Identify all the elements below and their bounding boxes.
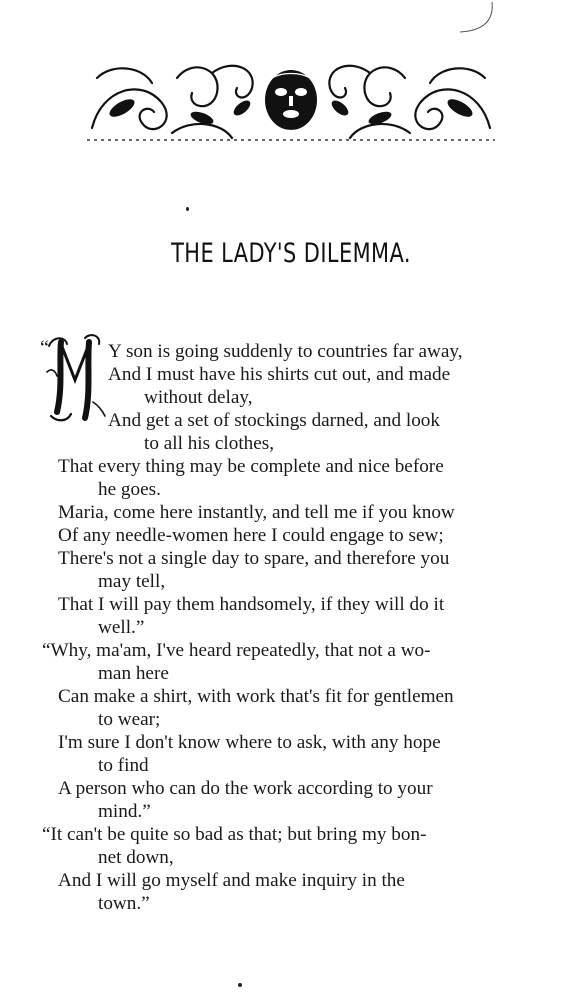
ink-speck bbox=[186, 207, 189, 211]
poem-line: That every thing may be complete and nice before bbox=[58, 456, 444, 477]
poem-line: to find bbox=[98, 755, 149, 776]
poem-line: Y son is going suddenly to countries far away, bbox=[108, 341, 463, 362]
page-title: THE LADY'S DILEMMA. bbox=[171, 238, 411, 269]
poem-line: he goes. bbox=[98, 479, 161, 500]
poem-line: to all his clothes, bbox=[144, 433, 275, 454]
corner-arc-mark bbox=[440, 0, 500, 40]
poem-line: town.” bbox=[98, 893, 150, 914]
poem-line: Of any needle-women here I could engage to sew; bbox=[58, 525, 444, 546]
poem-line: may tell, bbox=[98, 571, 166, 592]
poem-line: man here bbox=[98, 663, 169, 684]
poem-line: And I will go myself and make inquiry in the bbox=[58, 870, 405, 891]
dropcap-m-ornament bbox=[45, 332, 107, 424]
poem-line: A person who can do the work according to your bbox=[58, 778, 433, 799]
poem-line: And I must have his shirts cut out, and made bbox=[108, 364, 451, 385]
poem-line: Can make a shirt, with work that's fit for gentlemen bbox=[58, 686, 454, 707]
poem-line: “It can't be quite so bad as that; but bring my bon- bbox=[42, 824, 427, 845]
poem-line: That I will pay them handsomely, if they will do it bbox=[58, 594, 445, 615]
poem-line: Maria, come here instantly, and tell me if you know bbox=[58, 502, 455, 523]
poem-line: net down, bbox=[98, 847, 174, 868]
headpiece-ornament bbox=[82, 48, 500, 148]
poem-line: There's not a single day to spare, and therefore you bbox=[58, 548, 450, 569]
poem-line: to wear; bbox=[98, 709, 161, 730]
poem-line: well.” bbox=[98, 617, 145, 638]
opening-quote: “ bbox=[40, 337, 49, 359]
poem-line: And get a set of stockings darned, and look bbox=[108, 410, 440, 431]
poem-line: I'm sure I don't know where to ask, with any hope bbox=[58, 732, 441, 753]
poem-line: without delay, bbox=[144, 387, 253, 408]
poem-line: mind.” bbox=[98, 801, 151, 822]
ink-speck bbox=[238, 983, 242, 987]
poem-line: “Why, ma'am, I've heard repeatedly, that not a wo- bbox=[42, 640, 431, 661]
